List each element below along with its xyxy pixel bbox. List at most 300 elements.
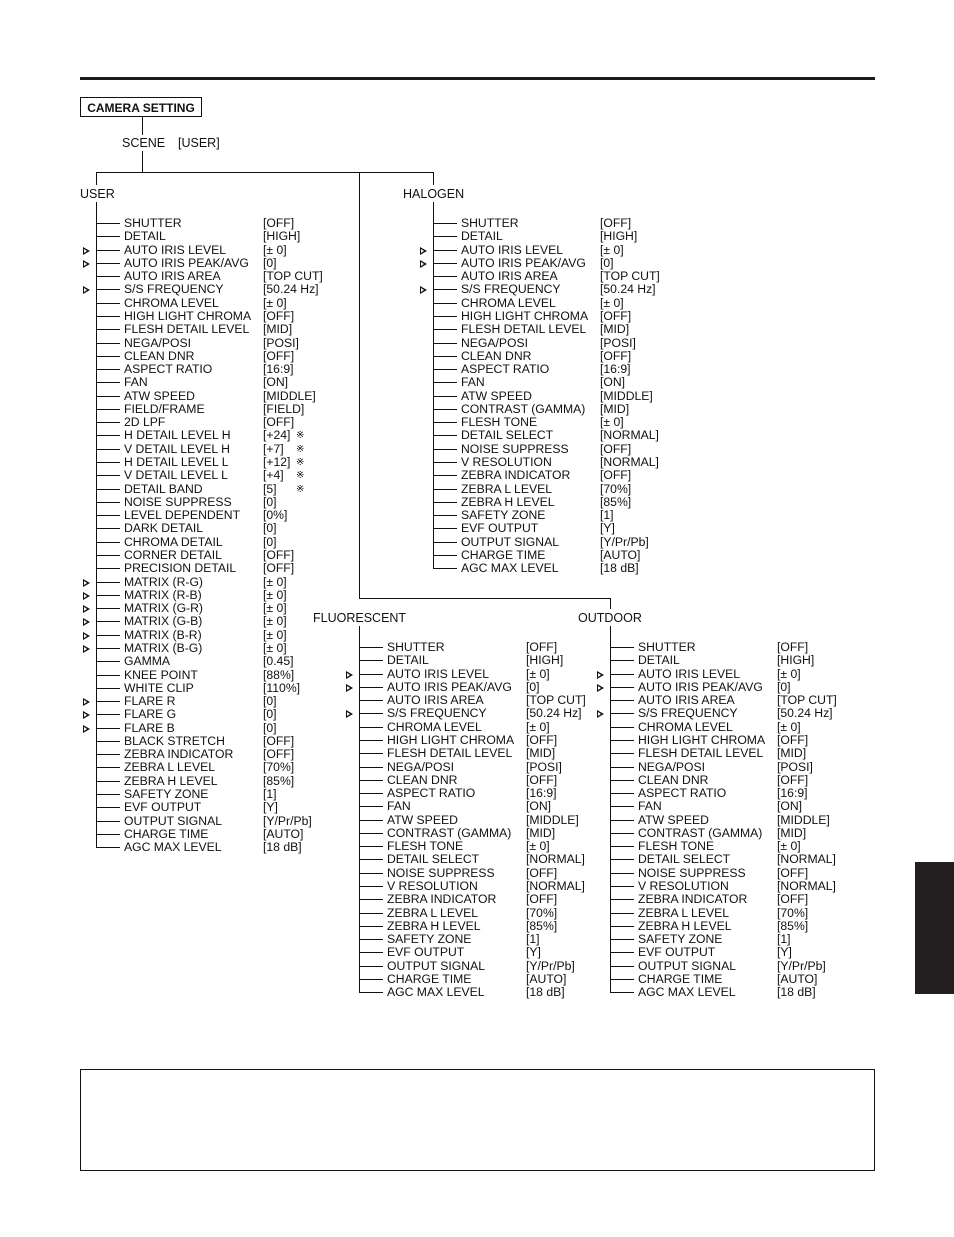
setting-label: ZEBRA H LEVEL (387, 918, 481, 933)
setting-label: NEGA/POSI (638, 759, 706, 774)
setting-value: [OFF] (600, 348, 632, 363)
arrow-marker-icon (597, 684, 604, 692)
setting-label: CHARGE TIME (124, 826, 209, 841)
setting-row (96, 682, 346, 695)
setting-label: DETAIL (638, 653, 680, 668)
setting-row (96, 748, 346, 761)
tree-tick (610, 700, 634, 701)
setting-value: [0.45] (263, 654, 294, 669)
tree-tick (433, 542, 457, 543)
setting-row (610, 933, 860, 946)
tree-tick (433, 502, 457, 503)
setting-label: ATW SPEED (124, 388, 195, 403)
setting-row (96, 576, 346, 589)
setting-row (610, 840, 860, 853)
tree-tick (96, 449, 120, 450)
tree-tick (359, 899, 383, 900)
setting-row (433, 496, 683, 509)
setting-row (359, 641, 609, 654)
setting-value: [± 0] (777, 839, 801, 854)
setting-row (96, 522, 346, 535)
setting-label: FLARE B (124, 720, 175, 735)
tree-tick (433, 356, 457, 357)
tree-tick (96, 661, 120, 662)
setting-value: [TOP CUT] (263, 269, 323, 284)
setting-value: [HIGH] (777, 653, 815, 668)
setting-row (433, 363, 683, 376)
tree-tick (96, 422, 120, 423)
setting-label: FLESH TONE (387, 839, 464, 854)
tree-tick (610, 886, 634, 887)
setting-value: [ON] (600, 375, 626, 390)
setting-value: [OFF] (263, 415, 295, 430)
tree-tick (610, 820, 634, 821)
setting-value: [88%] (263, 667, 295, 682)
tree-tick (610, 899, 634, 900)
tree-tick (433, 422, 457, 423)
setting-value: [± 0] (600, 295, 624, 310)
tree-tick (96, 250, 120, 251)
tree-tick (359, 700, 383, 701)
arrow-marker-icon (83, 579, 90, 587)
setting-value: [NORMAL] (600, 455, 659, 470)
setting-label: ZEBRA INDICATOR (387, 892, 497, 907)
title-connector (142, 117, 143, 135)
setting-label: AGC MAX LEVEL (638, 985, 736, 1000)
setting-value: [0] (263, 694, 277, 709)
setting-label: ASPECT RATIO (387, 786, 476, 801)
setting-label: CHROMA LEVEL (124, 295, 219, 310)
setting-row (610, 973, 860, 986)
tree-tick (96, 701, 120, 702)
group-heading-outdoor: OUTDOOR (578, 611, 642, 625)
tree-tick (96, 595, 120, 596)
tree-tick (96, 621, 120, 622)
setting-value: [POSI] (777, 759, 813, 774)
tree-tick (433, 236, 457, 237)
tree-tick (359, 780, 383, 781)
setting-value: [Y/Pr/Pb] (526, 958, 575, 973)
setting-value: [0] (263, 494, 277, 509)
setting-label: LEVEL DEPENDENT (124, 508, 241, 523)
setting-label: SAFETY ZONE (638, 932, 723, 947)
setting-row (433, 244, 683, 257)
tree-tick (433, 329, 457, 330)
setting-label: CONTRAST (GAMMA) (387, 825, 512, 840)
setting-label: FLESH TONE (461, 415, 538, 430)
setting-label: MATRIX (R-B) (124, 587, 202, 602)
arrow-marker-icon (420, 260, 427, 268)
setting-value: [OFF] (600, 468, 632, 483)
setting-label: PRECISION DETAIL (124, 561, 237, 576)
note-mark-icon: ※ (296, 483, 305, 495)
setting-row (433, 217, 683, 230)
setting-value: [85%] (263, 773, 295, 788)
arrow-marker-icon (83, 592, 90, 600)
note-mark-icon: ※ (296, 443, 305, 455)
setting-value: [1] (526, 932, 540, 947)
setting-row (96, 244, 346, 257)
setting-row (96, 655, 346, 668)
setting-row (433, 509, 683, 522)
setting-value: [50.24 Hz] (526, 706, 582, 721)
setting-value: [AUTO] (600, 548, 641, 562)
setting-value: [± 0] (526, 719, 550, 734)
setting-value: [MIDDLE] (526, 812, 579, 827)
setting-value: [1] (263, 787, 277, 802)
group-heading-halogen: HALOGEN (403, 187, 465, 201)
setting-row (610, 827, 860, 840)
tree-tick (359, 740, 383, 741)
setting-row (96, 390, 346, 403)
tree-tick (96, 435, 120, 436)
setting-value: [± 0] (263, 295, 287, 310)
setting-row (96, 297, 346, 310)
setting-label: ZEBRA L LEVEL (124, 760, 216, 775)
tree-tick (610, 647, 634, 648)
setting-label: AUTO IRIS LEVEL (387, 666, 490, 681)
setting-value: [± 0] (263, 601, 287, 616)
setting-value: [OFF] (600, 216, 632, 230)
tree-tick (359, 727, 383, 728)
setting-label: ZEBRA INDICATOR (461, 468, 571, 483)
tree-tick (610, 859, 634, 860)
tree-tick (610, 952, 634, 953)
setting-row (96, 350, 346, 363)
outdoor-drop (610, 598, 611, 609)
group-heading-user: USER (80, 187, 115, 201)
tree-tick (359, 979, 383, 980)
setting-label: FLESH DETAIL LEVEL (638, 746, 764, 761)
tree-tick (359, 886, 383, 887)
setting-row (359, 814, 609, 827)
arrow-marker-icon (83, 711, 90, 719)
tree-tick (610, 873, 634, 874)
setting-label: CLEAN DNR (387, 772, 458, 787)
setting-row (96, 429, 346, 442)
setting-value: [70%] (263, 760, 295, 775)
setting-label: MATRIX (G-R) (124, 601, 203, 616)
setting-label: NOISE SUPPRESS (124, 494, 232, 509)
setting-value: [± 0] (263, 574, 287, 589)
setting-label: MATRIX (G-B) (124, 614, 203, 629)
arrow-marker-icon (83, 260, 90, 268)
tree-tick (610, 833, 634, 834)
setting-label: ZEBRA H LEVEL (461, 494, 555, 509)
setting-row (610, 747, 860, 760)
setting-row (96, 788, 346, 801)
tree-tick (610, 846, 634, 847)
tree-tick (610, 727, 634, 728)
setting-value: [OFF] (263, 216, 295, 230)
arrow-marker-icon (346, 684, 353, 692)
tree-tick (96, 329, 120, 330)
setting-value: [+4] (263, 468, 284, 483)
setting-value: [Y/Pr/Pb] (600, 534, 649, 549)
setting-row (610, 787, 860, 800)
setting-row (433, 403, 683, 416)
arrow-marker-icon (597, 710, 604, 718)
tree-tick (96, 741, 120, 742)
setting-value: [NORMAL] (526, 852, 585, 867)
tree-tick (610, 713, 634, 714)
tree-tick (359, 913, 383, 914)
setting-value: [HIGH] (526, 653, 564, 668)
tree-tick (96, 343, 120, 344)
setting-value: [18 dB] (600, 561, 639, 576)
tree-tick (96, 223, 120, 224)
tree-tick (433, 515, 457, 516)
arrow-marker-icon (83, 286, 90, 294)
setting-label: AUTO IRIS LEVEL (461, 242, 564, 257)
setting-row (433, 230, 683, 243)
setting-row (96, 283, 346, 296)
setting-label: V RESOLUTION (638, 879, 729, 894)
tree-tick (433, 343, 457, 344)
setting-row (96, 217, 346, 230)
setting-label: FLESH DETAIL LEVEL (124, 322, 250, 337)
setting-value: [MID] (600, 401, 630, 416)
tree-tick (433, 449, 457, 450)
setting-value: [OFF] (777, 732, 809, 747)
tree-tick (96, 714, 120, 715)
setting-value: [POSI] (526, 759, 562, 774)
setting-row (433, 283, 683, 296)
arrow-marker-icon (83, 698, 90, 706)
tree-tick (96, 236, 120, 237)
setting-label: AGC MAX LEVEL (461, 561, 559, 576)
setting-row (610, 814, 860, 827)
tree-tick (96, 582, 120, 583)
setting-value: [ON] (263, 375, 289, 390)
setting-row (96, 230, 346, 243)
setting-value: [± 0] (263, 614, 287, 629)
setting-row (96, 589, 346, 602)
setting-value: [0] (600, 255, 614, 270)
scene-label: SCENE (122, 136, 166, 150)
setting-label: 2D LPF (124, 415, 166, 430)
setting-row (96, 496, 346, 509)
tree-tick (359, 713, 383, 714)
setting-row (96, 695, 346, 708)
tree-tick (96, 303, 120, 304)
setting-row (96, 708, 346, 721)
setting-row (359, 694, 609, 707)
tree-tick (610, 806, 634, 807)
setting-value: [16:9] (777, 786, 808, 801)
setting-row (610, 774, 860, 787)
setting-label: OUTPUT SIGNAL (638, 958, 736, 973)
setting-value: [0%] (263, 508, 288, 523)
arrow-marker-icon (420, 286, 427, 294)
setting-row (359, 761, 609, 774)
setting-value: [POSI] (263, 335, 299, 350)
setting-label: EVF OUTPUT (124, 800, 202, 815)
setting-value: [Y] (263, 800, 278, 815)
setting-label: FAN (461, 375, 485, 390)
setting-value: [NORMAL] (526, 879, 585, 894)
setting-label: OUTPUT SIGNAL (387, 958, 485, 973)
setting-label: S/S FREQUENCY (387, 706, 487, 721)
setting-row (610, 641, 860, 654)
tree-tick (610, 979, 634, 980)
setting-value: [0] (263, 707, 277, 722)
tree-tick (433, 568, 457, 569)
setting-label: ZEBRA L LEVEL (387, 905, 479, 920)
setting-label: H DETAIL LEVEL H (124, 428, 231, 443)
tree-tick (359, 846, 383, 847)
setting-row (96, 270, 346, 283)
tree-tick (433, 528, 457, 529)
setting-row (433, 536, 683, 549)
tree-tick (359, 859, 383, 860)
setting-row (433, 443, 683, 456)
setting-value: [18 dB] (263, 840, 302, 855)
setting-value: [± 0] (263, 627, 287, 642)
setting-label: CLEAN DNR (124, 348, 195, 363)
setting-value: [OFF] (263, 747, 295, 762)
setting-label: DETAIL SELECT (638, 852, 731, 867)
setting-row (433, 376, 683, 389)
tree-tick (96, 263, 120, 264)
setting-value: [Y/Pr/Pb] (777, 958, 826, 973)
scene-branch-line (96, 172, 433, 173)
setting-label: CHARGE TIME (387, 972, 472, 986)
setting-value: [OFF] (526, 732, 558, 747)
setting-row (96, 443, 346, 456)
setting-row (96, 337, 346, 350)
setting-value: [OFF] (526, 640, 558, 654)
setting-value: [HIGH] (263, 229, 301, 244)
setting-row (96, 483, 346, 496)
setting-value: [AUTO] (263, 826, 304, 841)
tree-tick (96, 728, 120, 729)
tree-tick (610, 740, 634, 741)
setting-row (433, 562, 683, 575)
setting-row (359, 707, 609, 720)
setting-row (610, 721, 860, 734)
tree-tick (96, 821, 120, 822)
setting-value: [MID] (526, 825, 556, 840)
setting-label: FLESH DETAIL LEVEL (461, 322, 587, 337)
tree-tick (433, 475, 457, 476)
tree-tick (96, 502, 120, 503)
setting-label: AUTO IRIS PEAK/AVG (387, 679, 512, 694)
tree-tick (96, 396, 120, 397)
setting-row (433, 390, 683, 403)
setting-value: [50.24 Hz] (777, 706, 833, 721)
setting-value: [NORMAL] (777, 879, 836, 894)
setting-value: [5] (263, 481, 277, 496)
setting-label: CONTRAST (GAMMA) (638, 825, 763, 840)
setting-value: [MIDDLE] (777, 812, 830, 827)
setting-value: [50.24 Hz] (600, 282, 656, 297)
setting-row (96, 562, 346, 575)
setting-row (610, 668, 860, 681)
setting-row (433, 549, 683, 562)
setting-row (359, 654, 609, 667)
group-heading-fluorescent: FLUORESCENT (313, 611, 407, 625)
tree-tick (96, 489, 120, 490)
setting-row (96, 549, 346, 562)
setting-label: FAN (387, 799, 411, 814)
setting-value: [TOP CUT] (526, 693, 586, 708)
setting-label: NOISE SUPPRESS (638, 865, 746, 880)
tree-tick (96, 648, 120, 649)
tree-tick (433, 489, 457, 490)
setting-label: FLARE G (124, 707, 177, 722)
setting-value: [± 0] (777, 666, 801, 681)
setting-row (433, 270, 683, 283)
tree-tick (359, 647, 383, 648)
setting-value: [± 0] (777, 719, 801, 734)
note-box (80, 1069, 875, 1171)
setting-label: ATW SPEED (387, 812, 458, 827)
camera-setting-title: CAMERA SETTING (80, 97, 202, 117)
tree-tick (96, 608, 120, 609)
setting-label: CLEAN DNR (638, 772, 709, 787)
tree-tick (96, 515, 120, 516)
header-rule (80, 77, 875, 80)
setting-label: AUTO IRIS LEVEL (638, 666, 741, 681)
tree-tick (359, 833, 383, 834)
setting-label: H DETAIL LEVEL L (124, 455, 229, 470)
tree-tick (359, 674, 383, 675)
tree-tick (359, 820, 383, 821)
tree-tick (433, 462, 457, 463)
setting-row (96, 735, 346, 748)
tree-tick (433, 250, 457, 251)
setting-label: DETAIL (124, 229, 166, 244)
setting-row (96, 722, 346, 735)
setting-row (433, 323, 683, 336)
setting-value: [NORMAL] (777, 852, 836, 867)
tree-tick (433, 369, 457, 370)
setting-value: [0] (263, 255, 277, 270)
setting-label: OUTPUT SIGNAL (461, 534, 559, 549)
arrow-marker-icon (83, 725, 90, 733)
setting-label: DETAIL SELECT (461, 428, 554, 443)
tree-tick (359, 767, 383, 768)
setting-label: WHITE CLIP (124, 680, 194, 695)
setting-row (96, 669, 346, 682)
setting-row (96, 257, 346, 270)
tree-tick (433, 555, 457, 556)
setting-row (610, 707, 860, 720)
setting-row (96, 602, 346, 615)
setting-label: FIELD/FRAME (124, 401, 205, 416)
tree-tick (359, 952, 383, 953)
note-mark-icon: ※ (296, 430, 305, 442)
arrow-marker-icon (346, 710, 353, 718)
tree-tick (96, 834, 120, 835)
tree-tick (433, 263, 457, 264)
setting-row (359, 853, 609, 866)
setting-label: AGC MAX LEVEL (124, 840, 222, 855)
tree-tick (610, 913, 634, 914)
setting-row (433, 350, 683, 363)
setting-value: [OFF] (526, 892, 558, 907)
setting-value: [0] (263, 720, 277, 735)
tree-tick (610, 793, 634, 794)
setting-label: ASPECT RATIO (124, 362, 213, 377)
setting-row (610, 734, 860, 747)
setting-label: NOISE SUPPRESS (387, 865, 495, 880)
setting-label: HIGH LIGHT CHROMA (124, 308, 252, 323)
setting-row (433, 337, 683, 350)
setting-row (96, 509, 346, 522)
setting-value: [OFF] (526, 865, 558, 880)
